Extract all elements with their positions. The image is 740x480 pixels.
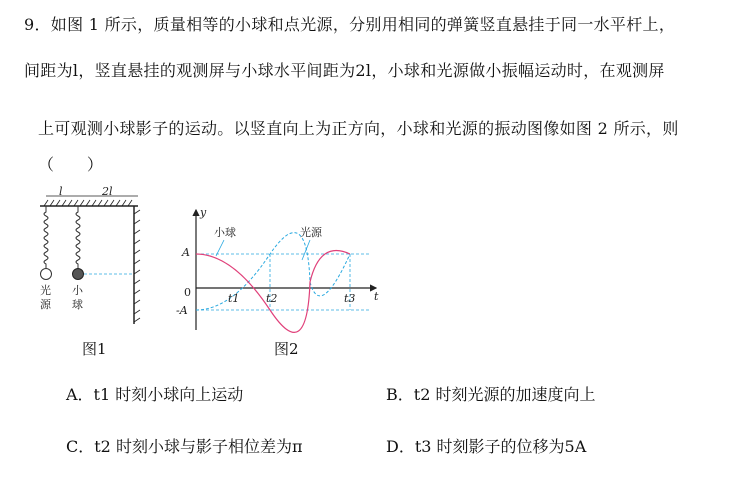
small-ball (73, 269, 84, 280)
question-line-1: 9．如图 1 所示，质量相等的小球和点光源，分别用相同的弹簧竖直悬挂于同一水平杆上， (24, 15, 676, 34)
answer-blank: （ ） (38, 155, 104, 174)
figure-2 (170, 200, 390, 340)
label-2l: 2l (102, 186, 113, 198)
y-axis-label: y (200, 206, 207, 219)
ball-label-1: 小 (72, 284, 83, 297)
origin-label: 0 (184, 286, 191, 299)
light-curve-label: 光源 (300, 226, 322, 239)
option-c[interactable]: C．t2 时刻小球与影子相位差为π (66, 437, 303, 456)
option-a[interactable]: A．t1 时刻小球向上运动 (66, 385, 244, 404)
ball-curve-label: 小球 (214, 226, 236, 239)
A-label: A (182, 246, 190, 259)
light-label-1: 光 (40, 284, 51, 297)
figure-1-caption: 图1 (82, 340, 107, 358)
figure-2-caption: 图2 (274, 340, 299, 358)
t3-label: t3 (344, 292, 356, 305)
t2-label: t2 (266, 292, 278, 305)
label-l: l (59, 186, 63, 198)
option-d[interactable]: D．t3 时刻影子的位移为5A (386, 437, 587, 456)
negA-label: -A (176, 304, 188, 317)
t1-label: t1 (228, 292, 240, 305)
option-b[interactable]: B．t2 时刻光源的加速度向上 (386, 385, 596, 404)
light-label-2: 源 (40, 298, 51, 311)
question-line-2: 间距为l，竖直悬挂的观测屏与小球水平间距为2l，小球和光源做小振幅运动时，在观测屏 (24, 61, 665, 80)
t-axis-label: t (374, 290, 379, 303)
figure-1 (30, 186, 150, 336)
ball-label-2: 球 (72, 298, 83, 311)
question-line-3: 上可观测小球影子的运动。以竖直向上为正方向，小球和光源的振动图像如图 2 所示，则 (38, 119, 679, 138)
light-source (41, 269, 52, 280)
